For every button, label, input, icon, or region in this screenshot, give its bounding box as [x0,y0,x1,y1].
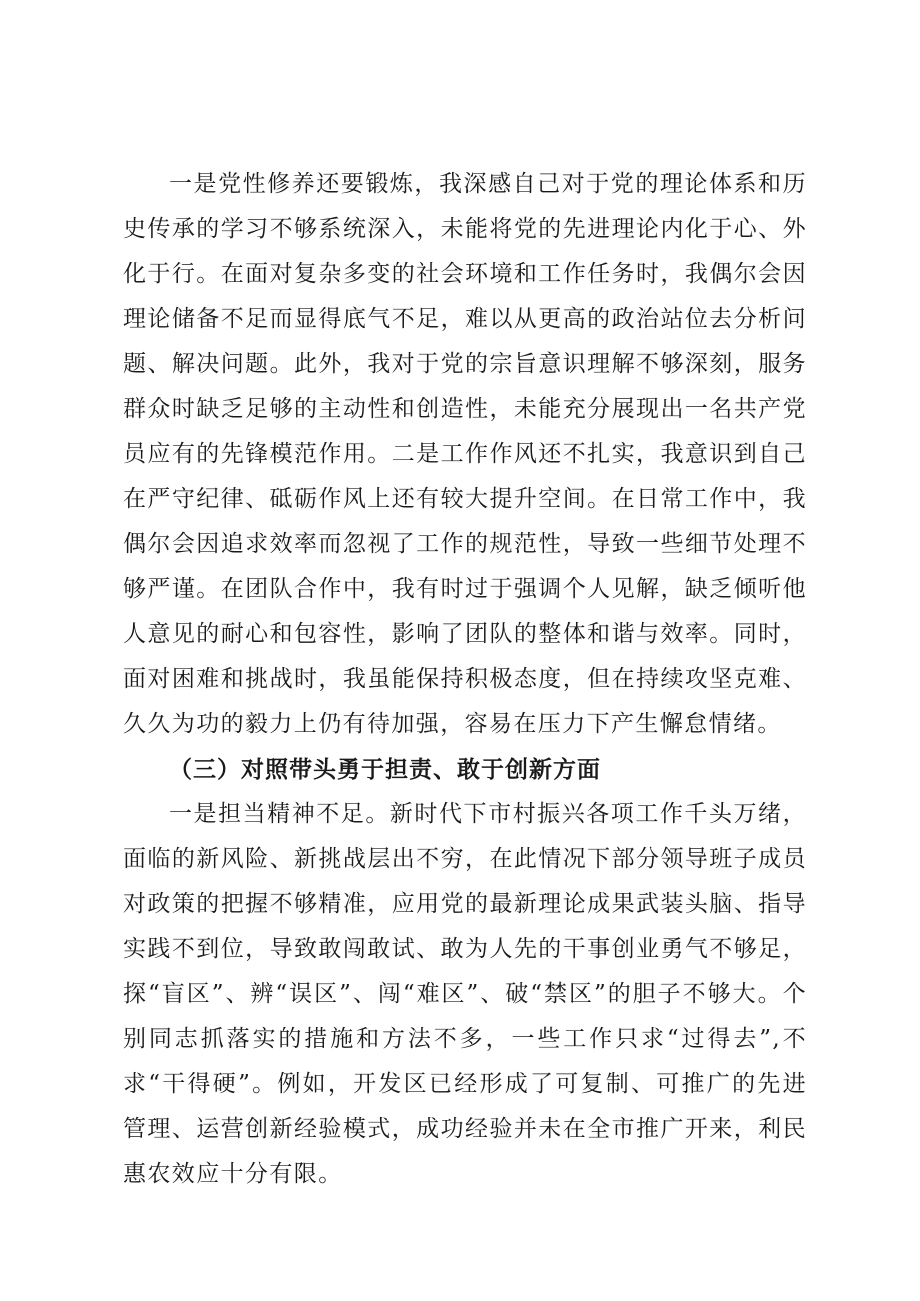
paragraph-responsibility: 一是担当精神不足。新时代下市村振兴各项工作千头万绪，面临的新风险、新挑战层出不穷，在此情况下部分领导班子成员对政策的把握不够精准，应用党的最新理论成果武装头脑、指导实践不到位，导致敢闯敢试、敢为人先的干事创业勇气不够足，探“盲区”、辨“误区”、闯“难区”、破“禁区”的胆子不够大。个别同志抓落实的措施和方法不多，一些工作只求“过得去”,不求“干得硬”。例如，开发区已经形成了可复制、可推广的先进管理、运营创新经验模式，成功经验并未在全市推广开来，利民惠农效应十分有限。 [123,801,807,1187]
section-heading: （三）对照带头勇于担责、敢于创新方面 [169,756,601,783]
document-body [123,162,807,1197]
paragraph-party-spirit-and-work-style: 一是党性修养还要锻炼，我深感自己对于党的理论体系和历史传承的学习不够系统深入，未能将党的先进理论内化于心、外化于行。在面对复杂多变的社会环境和工作任务时，我偶尔会因理论储备不足而显得底气不足，难以从更高的政治站位去分析问题、解决问题。此外，我对于党的宗旨意识理解不够深刻，服务群众时缺乏足够的主动性和创造性，未能充分展现出一名共产党员应有的先锋模范作用。二是工作作风还不扎实，我意识到自己在严守纪律、砥砺作风上还有较大提升空间。在日常工作中，我偶尔会因追求效率而忽视了工作的规范性，导致一些细节处理不够严谨。在团队合作中，我有时过于强调个人见解，缺乏倾听他人意见的耐心和包容性，影响了团队的整体和谐与效率。同时，面对困难和挑战时，我虽能保持积极态度，但在持续攻坚克难、久久为功的毅力上仍有待加强，容易在压力下产生懈怠情绪。 [123,171,807,737]
